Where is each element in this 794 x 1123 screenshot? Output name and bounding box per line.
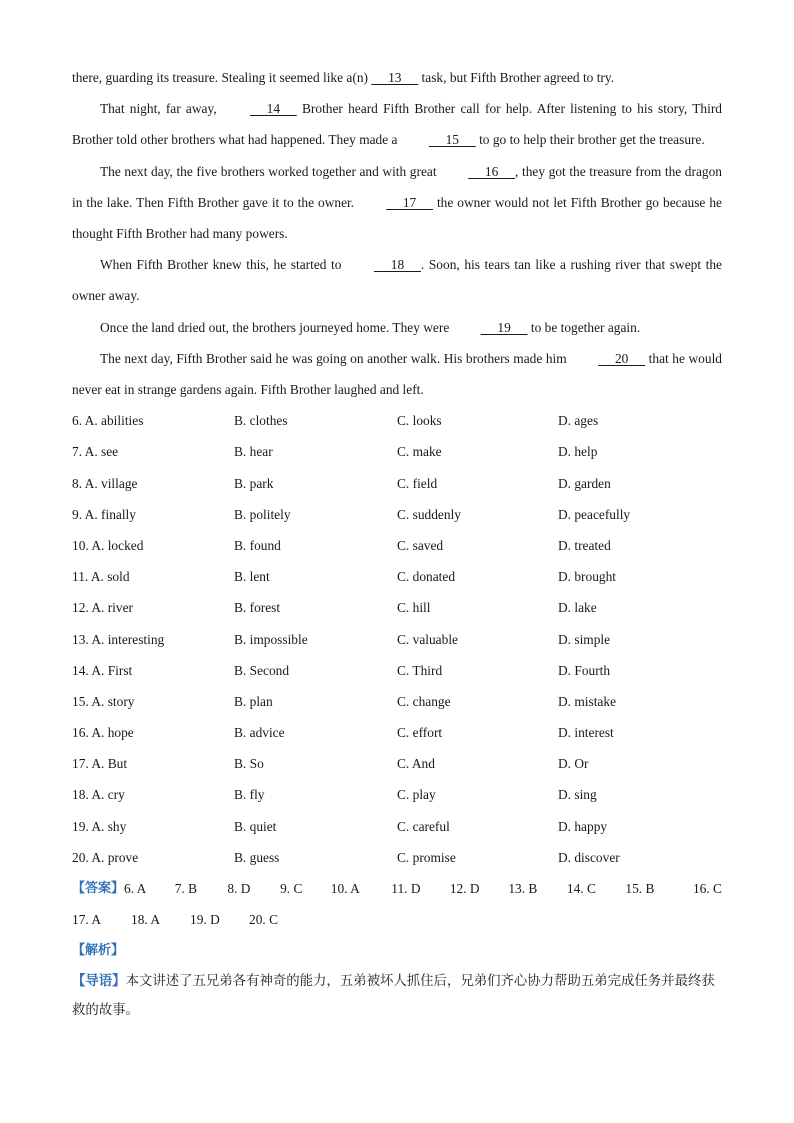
option-choice: 14. A. First <box>72 662 133 678</box>
guide-label: 【导语】 <box>72 973 126 989</box>
text: to be together again. <box>527 319 641 335</box>
passage-paragraph-5 <box>72 312 722 343</box>
option-row <box>72 811 722 842</box>
blank-16: 16 <box>468 163 516 179</box>
option-row <box>72 686 722 717</box>
option-row <box>72 468 722 499</box>
blank-18: 18 <box>374 257 421 273</box>
text: The next day, the five brothers worked together and with great <box>100 163 441 179</box>
option-choice: 7. A. see <box>72 444 119 460</box>
option-choice: D. brought <box>558 569 617 585</box>
answer-row-2 <box>72 904 722 935</box>
option-choice: D. ages <box>558 413 599 429</box>
option-choice: 9. A. finally <box>72 506 136 522</box>
option-choice: 13. A. interesting <box>72 631 165 647</box>
answer-item: 15. B <box>625 881 655 897</box>
option-choice: 8. A. village <box>72 475 138 491</box>
passage-paragraph-2 <box>72 93 722 155</box>
option-choice: B. park <box>234 475 274 491</box>
option-choice: C. change <box>397 693 451 709</box>
option-choice: 16. A. hope <box>72 725 134 741</box>
text: The next day, Fifth Brother said he was going on another walk. His brothers made him <box>100 350 571 366</box>
answer-item: 16. C <box>692 881 722 897</box>
option-choice: D. treated <box>558 537 611 553</box>
answer-item: 6. A <box>124 881 147 897</box>
document-page <box>72 62 722 1025</box>
option-choice: C. looks <box>397 413 442 429</box>
option-row <box>72 436 722 467</box>
blank-13: 13 <box>371 70 419 85</box>
answer-item: 17. A <box>72 912 102 928</box>
option-choice: D. sing <box>558 787 597 803</box>
text: . Soon, his tears tan like a rushing river that swept the owner away. <box>72 257 722 304</box>
option-choice: C. suddenly <box>397 506 461 522</box>
blank-15: 15 <box>428 132 476 148</box>
option-choice: D. Fourth <box>558 662 611 678</box>
option-choice: D. simple <box>558 631 611 647</box>
text: there, guarding its treasure. Stealing it seemed like a(n) <box>72 70 372 85</box>
option-choice: B. found <box>234 537 281 553</box>
option-choice: 6. A. abilities <box>72 413 144 429</box>
option-choice: B. hear <box>234 444 273 460</box>
option-row <box>72 405 722 436</box>
option-row <box>72 842 722 873</box>
options-list <box>72 405 722 873</box>
answer-item: 10. A <box>330 881 360 897</box>
option-choice: D. happy <box>558 818 608 834</box>
option-choice: C. hill <box>397 600 431 616</box>
blank-20: 20 <box>598 350 646 366</box>
text: Brother heard Fifth Brother call for help. After listening to his story, Third Brother told other brothers what had happened. They made a <box>72 101 722 148</box>
answer-item: 13. B <box>508 881 538 897</box>
option-choice: 20. A. prove <box>72 849 139 865</box>
text: to go to help their brother get the treasure. <box>475 132 705 148</box>
passage-paragraph-4 <box>72 249 722 311</box>
option-choice: C. play <box>397 787 436 803</box>
text: the owner would not let Fifth Brother go because he thought Fifth Brother had many powers. <box>72 194 722 242</box>
blank-14: 14 <box>249 101 297 117</box>
option-choice: C. Third <box>397 662 443 678</box>
option-choice: D. discover <box>558 849 620 865</box>
answer-item: 18. A <box>131 912 161 928</box>
option-choice: B. So <box>234 756 264 772</box>
answer-row-1 <box>72 873 722 904</box>
option-row <box>72 748 722 779</box>
option-choice: B. advice <box>234 725 285 741</box>
option-choice: C. donated <box>397 569 456 585</box>
text: task, but Fifth Brother agreed to try. <box>418 70 615 85</box>
option-choice: C. promise <box>397 849 456 865</box>
option-choice: C. careful <box>397 818 450 834</box>
option-choice: C. effort <box>397 725 443 741</box>
option-choice: 19. A. shy <box>72 818 127 834</box>
option-choice: B. fly <box>234 787 265 803</box>
option-row <box>72 592 722 623</box>
text: , they got the treasure from the dragon in the lake. Then Fifth Brother gave it to the owner. <box>72 163 722 210</box>
answer-item: 11. D <box>391 881 421 897</box>
option-choice: D. Or <box>558 756 589 772</box>
option-row <box>72 499 722 530</box>
option-row <box>72 530 722 561</box>
option-choice: 17. A. But <box>72 756 128 772</box>
option-choice: B. clothes <box>234 413 288 429</box>
option-choice: C. saved <box>397 537 444 553</box>
option-choice: D. help <box>558 444 598 460</box>
text: Once the land dried out, the brothers journeyed home. They were <box>100 319 453 335</box>
option-choice: B. politely <box>234 506 291 522</box>
passage-paragraph-3 <box>72 156 722 250</box>
guide-text: 本文讲述了五兄弟各有神奇的能力，五弟被坏人抓住后，兄弟们齐心协力帮助五弟完成任务并最终获救的故事。 <box>72 973 715 1018</box>
option-choice: 15. A. story <box>72 693 135 709</box>
text: that he would never eat in strange gardens again. Fifth Brother laughed and left. <box>72 350 722 398</box>
answer-item: 20. C <box>249 912 279 928</box>
answer-item: 8. D <box>227 881 251 897</box>
answer-item: 9. C <box>280 881 303 897</box>
answer-item: 19. D <box>190 912 220 928</box>
option-choice: B. forest <box>234 600 281 616</box>
option-choice: D. interest <box>558 725 614 741</box>
option-choice: B. lent <box>234 569 270 585</box>
option-choice: 11. A. sold <box>72 569 130 585</box>
option-choice: 10. A. locked <box>72 537 144 553</box>
option-choice: 12. A. river <box>72 600 133 616</box>
analysis-label: 【解析】 <box>72 943 125 959</box>
option-choice: B. Second <box>234 662 290 678</box>
option-choice: D. mistake <box>558 693 617 709</box>
option-choice: 18. A. cry <box>72 787 125 803</box>
answer-item: 14. C <box>566 881 596 897</box>
option-choice: C. make <box>397 444 442 460</box>
option-choice: D. peacefully <box>558 506 631 522</box>
blank-17: 17 <box>386 194 433 210</box>
option-choice: C. valuable <box>397 631 458 647</box>
option-row <box>72 561 722 592</box>
option-row <box>72 717 722 748</box>
passage-paragraph-6 <box>72 343 722 405</box>
option-choice: D. garden <box>558 475 611 491</box>
guide-paragraph <box>72 967 722 1025</box>
answer-item: 12. D <box>449 881 480 897</box>
option-row <box>72 779 722 810</box>
text: That night, far away, <box>100 101 222 117</box>
option-row <box>72 655 722 686</box>
option-choice: C. And <box>397 756 435 772</box>
option-choice: B. guess <box>234 849 280 865</box>
answer-item: 7. B <box>174 881 198 897</box>
passage-paragraph-1 <box>72 62 722 93</box>
option-row <box>72 624 722 655</box>
blank-19: 19 <box>480 319 528 335</box>
text: When Fifth Brother knew this, he started to <box>100 257 347 273</box>
option-choice: D. lake <box>558 600 597 616</box>
option-choice: B. plan <box>234 693 273 709</box>
option-choice: B. impossible <box>234 631 308 647</box>
option-choice: B. quiet <box>234 818 277 834</box>
option-choice: C. field <box>397 475 438 491</box>
answer-label: 【答案】 <box>72 881 125 897</box>
